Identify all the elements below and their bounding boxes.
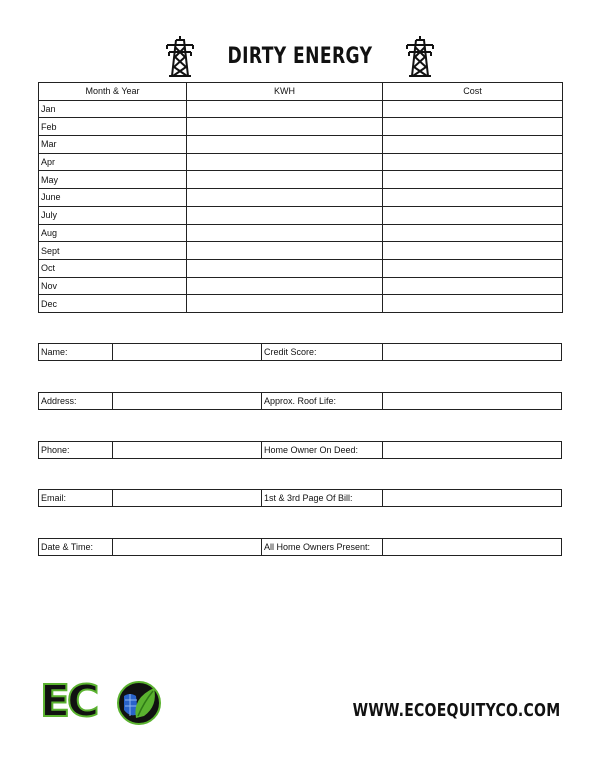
month-label: Mar	[39, 136, 187, 154]
globe-leaf-icon	[116, 680, 162, 726]
month-label: Nov	[39, 277, 187, 295]
table-row	[39, 100, 563, 118]
table-row	[39, 136, 563, 154]
field-value[interactable]	[383, 442, 561, 458]
field-value[interactable]	[113, 393, 262, 409]
cost-cell[interactable]	[383, 295, 563, 313]
kwh-cell[interactable]	[187, 277, 383, 295]
kwh-cell[interactable]	[187, 100, 383, 118]
cost-cell[interactable]	[383, 259, 563, 277]
info-row	[38, 538, 562, 556]
table-header-row	[39, 83, 563, 101]
field-value[interactable]	[113, 539, 262, 555]
cost-header: Cost	[383, 83, 563, 101]
field-value[interactable]	[383, 344, 561, 360]
kwh-header: KWH	[187, 83, 383, 101]
month-label: Aug	[39, 224, 187, 242]
cost-cell[interactable]	[383, 224, 563, 242]
table-row	[39, 259, 563, 277]
kwh-cell[interactable]	[187, 153, 383, 171]
field-label: Email:	[39, 490, 113, 506]
kwh-cell[interactable]	[187, 136, 383, 154]
month-label: Sept	[39, 242, 187, 260]
field-label: Phone:	[39, 442, 113, 458]
cost-cell[interactable]	[383, 206, 563, 224]
cost-cell[interactable]	[383, 171, 563, 189]
kwh-cell[interactable]	[187, 206, 383, 224]
cost-cell[interactable]	[383, 136, 563, 154]
field-value[interactable]	[383, 490, 561, 506]
table-row	[39, 242, 563, 260]
table-row	[39, 277, 563, 295]
month-label: July	[39, 206, 187, 224]
month-label: Apr	[39, 153, 187, 171]
field-label: Home Owner On Deed:	[262, 442, 383, 458]
eco-logo	[40, 677, 160, 727]
energy-usage-table	[38, 82, 563, 313]
kwh-cell[interactable]	[187, 242, 383, 260]
kwh-cell[interactable]	[187, 118, 383, 136]
cost-cell[interactable]	[383, 153, 563, 171]
table-row	[39, 295, 563, 313]
page-header	[0, 34, 600, 78]
field-value[interactable]	[113, 490, 262, 506]
cost-cell[interactable]	[383, 100, 563, 118]
month-label: May	[39, 171, 187, 189]
cost-cell[interactable]	[383, 189, 563, 207]
power-tower-icon	[405, 35, 435, 77]
field-value[interactable]	[383, 393, 561, 409]
cost-cell[interactable]	[383, 277, 563, 295]
table-row	[39, 171, 563, 189]
field-label: Name:	[39, 344, 113, 360]
table-row	[39, 224, 563, 242]
cost-cell[interactable]	[383, 242, 563, 260]
field-value[interactable]	[113, 344, 262, 360]
field-label: 1st & 3rd Page Of Bill:	[262, 490, 383, 506]
month-label: Oct	[39, 259, 187, 277]
month-label: Dec	[39, 295, 187, 313]
info-row	[38, 441, 562, 459]
month-label: June	[39, 189, 187, 207]
table-row	[39, 206, 563, 224]
kwh-cell[interactable]	[187, 189, 383, 207]
field-label: Credit Score:	[262, 344, 383, 360]
field-label: All Home Owners Present:	[262, 539, 383, 555]
field-label: Approx. Roof Life:	[262, 393, 383, 409]
info-row	[38, 343, 562, 361]
field-value[interactable]	[383, 539, 561, 555]
month-year-header: Month & Year	[39, 83, 187, 101]
power-tower-icon	[165, 35, 195, 77]
kwh-cell[interactable]	[187, 295, 383, 313]
table-row	[39, 153, 563, 171]
table-row	[39, 189, 563, 207]
kwh-cell[interactable]	[187, 259, 383, 277]
month-label: Jan	[39, 100, 187, 118]
field-label: Address:	[39, 393, 113, 409]
field-label: Date & Time:	[39, 539, 113, 555]
kwh-cell[interactable]	[187, 224, 383, 242]
kwh-cell[interactable]	[187, 171, 383, 189]
field-value[interactable]	[113, 442, 262, 458]
table-row	[39, 118, 563, 136]
info-row	[38, 392, 562, 410]
month-label: Feb	[39, 118, 187, 136]
page-title: DIRTY ENERGY	[227, 43, 373, 69]
logo-lettering: EC	[40, 676, 97, 727]
info-row	[38, 489, 562, 507]
cost-cell[interactable]	[383, 118, 563, 136]
website-url[interactable]: WWW.ECOEQUITYCO.COM	[352, 700, 560, 721]
